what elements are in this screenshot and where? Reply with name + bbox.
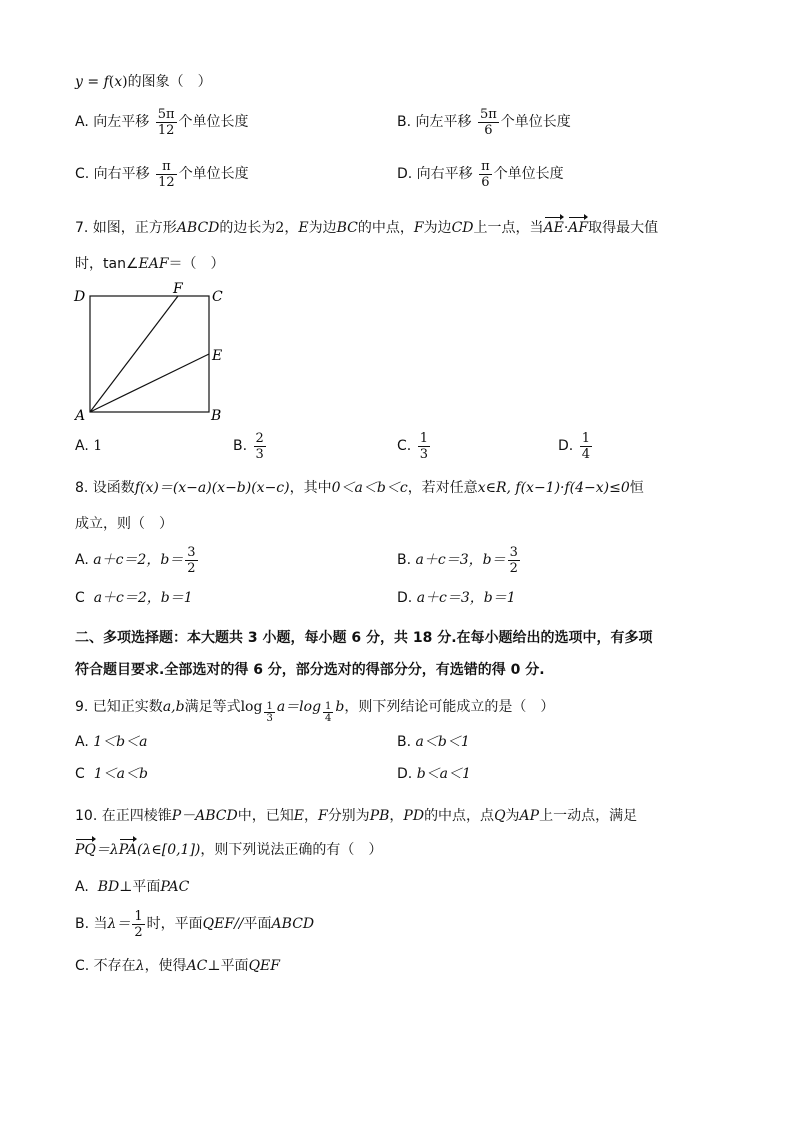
q6-option-c[interactable]: C. 向右平移 $\frac{\pi}{12}$ 个单位长度: [75, 158, 249, 190]
q9-option-c[interactable]: C 1＜a＜b: [75, 766, 148, 782]
label-b: B: [211, 408, 222, 424]
q10-option-a[interactable]: A. BD⊥平面PAC: [75, 879, 190, 895]
q6-stem-end: y = f(x)的图象（ ）: [75, 74, 212, 90]
label-f: F: [173, 281, 183, 297]
label-c: C: [212, 289, 223, 305]
section2-heading-line1: 二、多项选择题：本大题共 3 小题，每小题 6 分，共 18 分.在每小题给出的选项中，有多项: [75, 630, 653, 646]
q7-option-c[interactable]: C. $\frac{1}{3}$: [397, 430, 428, 462]
q10-option-c[interactable]: C. 不存在λ，使得AC⊥平面QEF: [75, 958, 280, 974]
q8-option-b[interactable]: B. a＋c＝3，b＝ $\frac{3}{2}$: [397, 544, 518, 576]
q10-stem-line1: 10. 在正四棱锥P－ABCD中，已知E，F分别为PB，PD的中点，点Q为AP上一动点，满足: [75, 808, 638, 824]
q6-option-b[interactable]: B. 向左平移 $\frac{5\pi}{6}$ 个单位长度: [397, 106, 571, 138]
q8-option-c[interactable]: C a＋c＝2，b＝1: [75, 590, 193, 606]
q7-stem-line2: 时，tan∠EAF＝（ ）: [75, 256, 225, 272]
label-e: E: [212, 348, 223, 364]
q6-option-a[interactable]: A. 向左平移 $\frac{5\pi}{12}$ 个单位长度: [75, 106, 249, 138]
q8-option-d[interactable]: D. a＋c＝3，b＝1: [397, 590, 516, 606]
q7-option-a[interactable]: A. 1: [75, 438, 103, 454]
q10-stem-line2: PQ＝λPA(λ∈[0,1])，则下列说法正确的有（ ）: [75, 842, 383, 858]
q6-option-d[interactable]: D. 向右平移 $\frac{\pi}{6}$ 个单位长度: [397, 158, 564, 190]
square-abcd: [90, 296, 209, 412]
q8-stem-line2: 成立，则（ ）: [75, 516, 173, 532]
q7-square-figure: [70, 280, 230, 430]
q7-stem-line1: 7. 如图，正方形ABCD的边长为2，E为边BC的中点，F为边CD上一点，当AE·AF取得最大值: [75, 220, 659, 236]
q9-option-a[interactable]: A. 1＜b＜a: [75, 734, 148, 750]
q8-option-a[interactable]: A. a＋c＝2，b＝ $\frac{3}{2}$: [75, 544, 196, 576]
label-a: A: [75, 408, 86, 424]
q7-option-b[interactable]: B. $\frac{2}{3}$: [233, 430, 264, 462]
segment-ae: [90, 354, 209, 412]
q9-option-b[interactable]: B. a＜b＜1: [397, 734, 470, 750]
q10-option-b[interactable]: B. 当λ＝ $\frac{1}{2}$ 时，平面QEF//平面ABCD: [75, 908, 315, 940]
q8-stem-line1: 8. 设函数f(x)＝(x−a)(x−b)(x−c)，其中0＜a＜b＜c，若对任意x∈R, f(x−1)·f(4−x)≤0恒: [75, 480, 644, 496]
q7-option-d[interactable]: D. $\frac{1}{4}$: [558, 430, 590, 462]
q9-option-d[interactable]: D. b＜a＜1: [397, 766, 471, 782]
q9-stem: 9. 已知正实数a,b满足等式log $\frac{1}{3}$ a＝log $\frac{1}{4}$ b，则下列结论可能成立的是（ ）: [75, 699, 555, 724]
segment-af: [90, 296, 178, 412]
label-d: D: [74, 289, 86, 305]
section2-heading-line2: 符合题目要求.全部选对的得 6 分，部分选对的得部分分，有选错的得 0 分.: [75, 662, 545, 678]
